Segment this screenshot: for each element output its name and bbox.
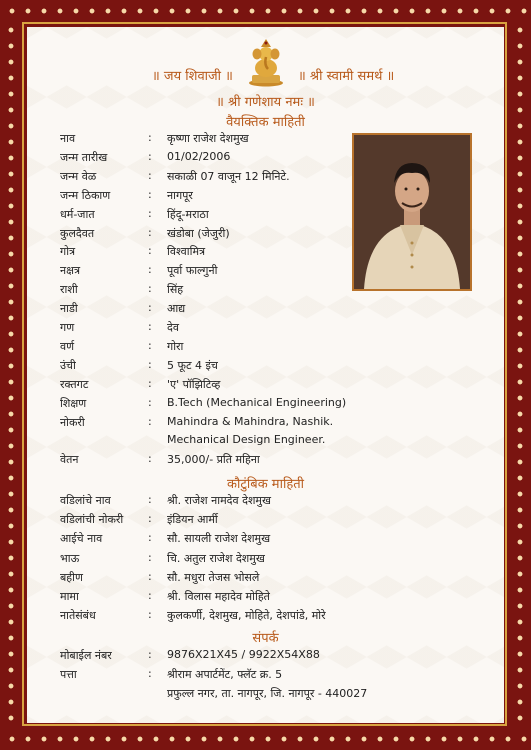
section-title-personal: वैयक्तिक माहिती (226, 115, 305, 130)
personal-label: शिक्षण (60, 396, 87, 410)
family-label: वडिलांची नोकरी (60, 513, 124, 527)
colon-separator: : (148, 149, 152, 163)
personal-value: कृष्णा राजेश देशमुख (167, 132, 249, 145)
colon-separator: : (148, 225, 152, 239)
family-value: सौ. मधुरा तेजस भोसले (167, 570, 260, 584)
personal-label: गण (60, 321, 75, 334)
colon-separator: : (148, 376, 152, 390)
colon-separator: : (148, 493, 152, 506)
family-value: इंडियन आर्मी (167, 513, 218, 527)
personal-label: धर्म-जात (60, 207, 95, 221)
personal-label: राशी (60, 283, 78, 297)
colon-separator: : (148, 168, 152, 182)
colon-separator: : (148, 667, 152, 680)
colon-separator: : (148, 608, 152, 622)
personal-label: नोकरी (60, 415, 85, 429)
personal-value: सिंह (167, 283, 184, 297)
personal-label: नाडी (60, 302, 78, 316)
personal-value: विश्वामित्र (167, 245, 206, 259)
colon-separator: : (148, 244, 152, 258)
right-invocation: ॥ श्री स्वामी समर्थ ॥ (298, 69, 395, 84)
colon-separator: : (148, 131, 152, 144)
colon-separator: : (148, 414, 152, 428)
border-pattern-top (0, 0, 531, 22)
colon-separator: : (148, 395, 152, 409)
contact-value: श्रीराम अपार्टमेंट, फ्लॅट क्र. 5 (167, 668, 283, 681)
contact-label: मोबाईल नंबर (60, 649, 112, 662)
personal-value: Mahindra & Mahindra, Nashik. (167, 414, 334, 428)
colon-separator: : (148, 357, 152, 371)
personal-label: गोत्र (60, 245, 76, 259)
personal-value: 5 फूट 4 इंच (167, 358, 218, 372)
personal-value: गोरा (167, 339, 184, 353)
contact-label: पत्ता (60, 668, 77, 681)
personal-label: रक्तगट (60, 377, 89, 391)
personal-label: जन्म ठिकाण (60, 188, 111, 202)
personal-value: नागपूर (167, 188, 193, 202)
colon-separator: : (148, 512, 152, 526)
family-label: भाऊ (60, 551, 80, 565)
colon-separator: : (148, 320, 152, 333)
contact-value-continued: प्रफुल्ल नगर, ता. नागपूर, जि. नागपूर - 440027 (167, 687, 368, 700)
family-value: चि. अतुल राजेश देशमुख (167, 551, 265, 565)
colon-separator: : (148, 263, 152, 277)
family-value: श्री. विलास महादेव मोहिते (167, 590, 270, 603)
personal-value-continued: Mechanical Design Engineer. (167, 433, 326, 447)
family-label: बहीण (60, 570, 83, 584)
personal-value: B.Tech (Mechanical Engineering) (167, 395, 347, 409)
family-value: कुलकर्णी, देशमुख, मोहिते, देशपांडे, मोरे (167, 609, 326, 623)
ganesha-icon (247, 37, 285, 87)
personal-value: पूर्वा फाल्गुनी (167, 264, 218, 278)
contact-value: 9876X21X45 / 9922X54X88 (167, 648, 320, 661)
section-title-family: कौटुंबिक माहिती (227, 477, 304, 492)
portrait-illustration (354, 135, 470, 289)
colon-separator: : (148, 338, 152, 352)
colon-separator: : (148, 206, 152, 220)
left-invocation: ॥ जय शिवाजी ॥ (152, 69, 233, 84)
colon-separator: : (148, 569, 152, 583)
personal-value: 'ए' पॉझिटिव्ह (167, 377, 221, 391)
personal-label: नाव (60, 132, 76, 145)
colon-separator: : (148, 531, 152, 545)
section-title-contact: संपर्क (252, 631, 279, 646)
family-value: श्री. राजेश नामदेव देशमुख (167, 494, 271, 507)
colon-separator: : (148, 550, 152, 564)
personal-label: नक्षत्र (60, 264, 81, 278)
personal-value: सकाळी 07 वाजून 12 मिनिटे. (167, 169, 290, 183)
family-label: आईचे नाव (60, 532, 103, 546)
colon-separator: : (148, 301, 152, 315)
portrait-photo (352, 133, 472, 291)
personal-value: हिंदू-मराठा (167, 207, 209, 221)
personal-value: 01/02/2006 (167, 149, 231, 163)
personal-label: कुलदैवत (60, 226, 95, 240)
colon-separator: : (148, 589, 152, 602)
center-invocation: ॥ श्री गणेशाय नमः ॥ (216, 95, 315, 110)
family-label: मामा (60, 590, 79, 603)
personal-value: देव (167, 321, 179, 334)
colon-separator: : (148, 187, 152, 201)
personal-value: खंडोबा (जेजुरी) (167, 226, 230, 240)
family-label: नातेसंबंध (60, 609, 96, 623)
family-label: वडिलांचे नाव (60, 494, 111, 507)
personal-label: वेतन (60, 453, 79, 467)
colon-separator: : (148, 452, 152, 466)
border-pattern-bottom (0, 728, 531, 750)
personal-value: आद्य (167, 302, 186, 316)
colon-separator: : (148, 648, 152, 661)
personal-label: वर्ण (60, 339, 75, 353)
personal-value: 35,000/- प्रति महिना (167, 453, 260, 467)
personal-label: उंची (60, 358, 76, 372)
personal-label: जन्म वेळ (60, 169, 97, 183)
colon-separator: : (148, 282, 152, 296)
family-value: सौ. सायली राजेश देशमुख (167, 532, 271, 546)
personal-label: जन्म तारीख (60, 150, 108, 164)
